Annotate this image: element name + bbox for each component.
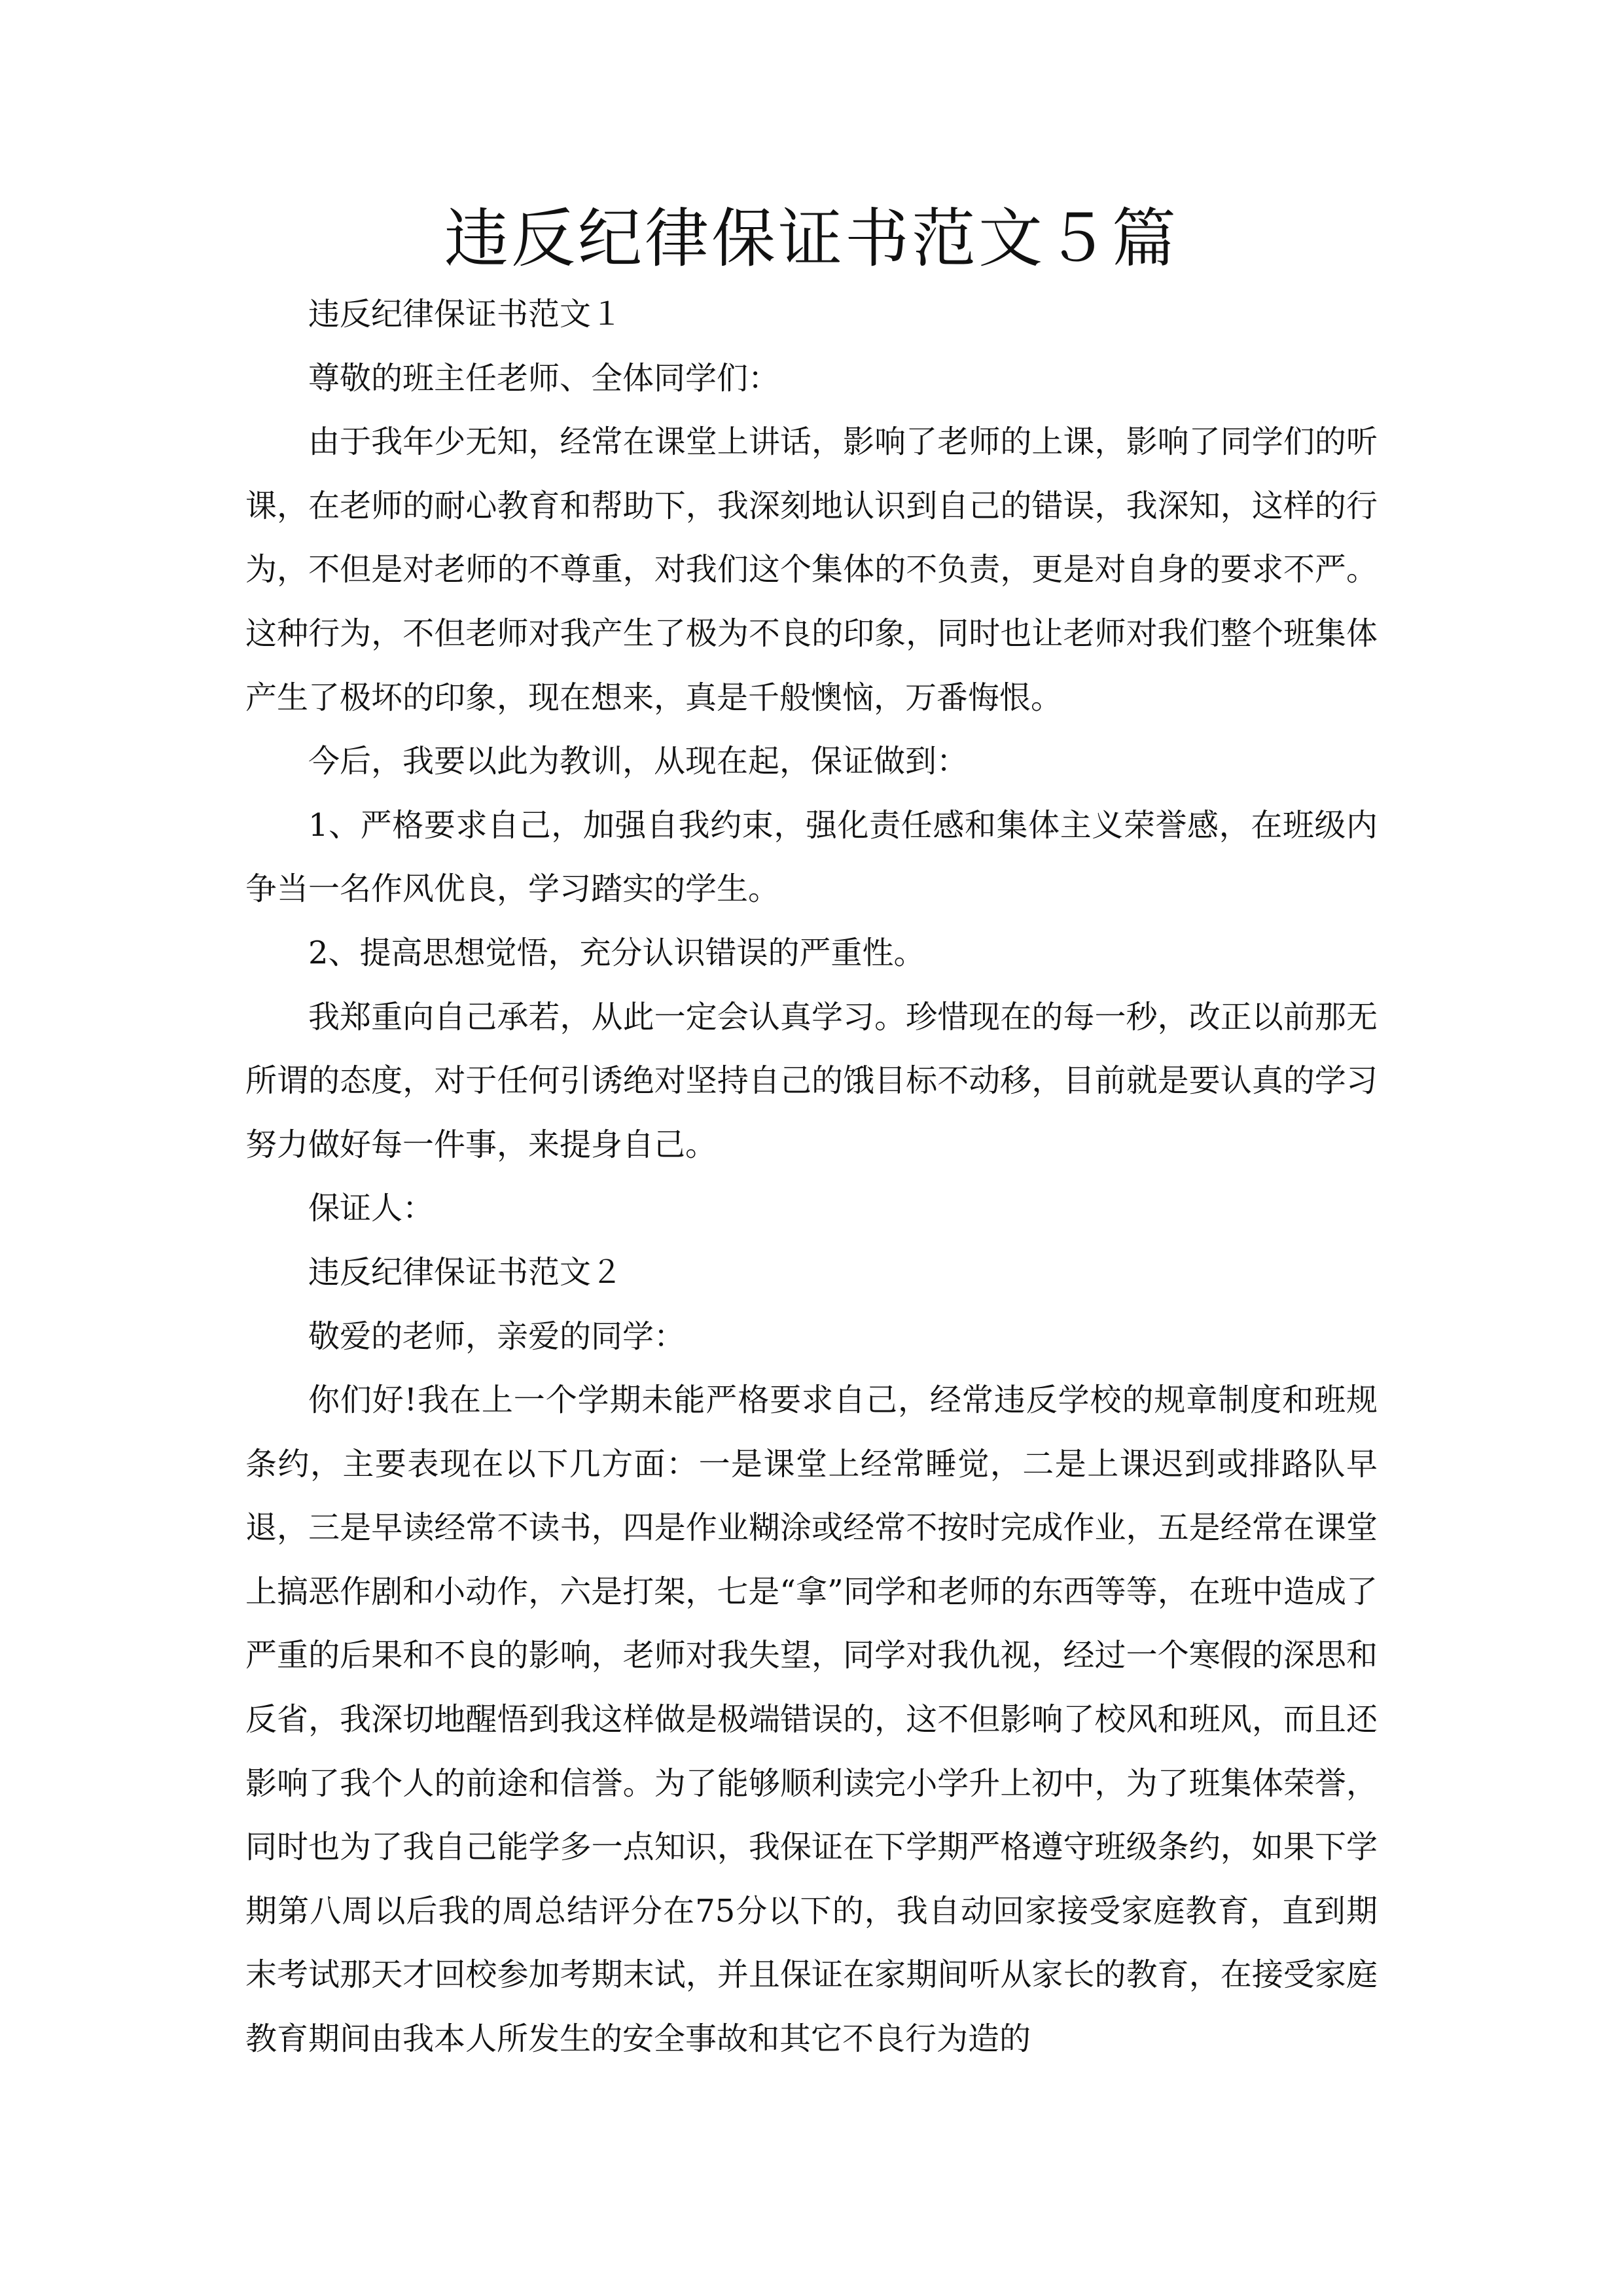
paragraph: 你们好!我在上一个学期未能严格要求自己，经常违反学校的规章制度和班规条约，主要表现在以下几方面：一是课堂上经常睡觉，二是上课迟到或排路队早退，三是早读经常不读书，四是作业糊涂或经常不按时完成作业，五是经常在课堂上搞恶作剧和小动作，六是打架，七是“拿”同学和老师的东西等等，在班中造成了严重的后果和不良的影响，老师对我失望，同学对我仇视，经过一个寒假的深思和反省，我深切地醒悟到我这样做是极端错误的，这不但影响了校风和班风，而且还影响了我个人的前途和信誉。为了能够顺利读完小学升上初中，为了班集体荣誉，同时也为了我自己能学多一点知识，我保证在下学期严格遵守班级条约，如果下学期第八周以后我的周总结评分在75分以下的，我自动回家接受家庭教育，直到期末考试那天才回校参加考期末试，并且保证在家期间听从家长的教育，在接受家庭教育期间由我本人所发生的安全事故和其它不良行为造的 bbox=[245, 1382, 1378, 2058]
paragraph: 今后，我要以此为教训，从现在起，保证做到： bbox=[308, 743, 969, 780]
document-body bbox=[245, 283, 1378, 2072]
salutation-2: 敬爱的老师，亲爱的同学： bbox=[308, 1318, 686, 1355]
paragraph: 我郑重向自己承若，从此一定会认真学习。珍惜现在的每一秒，改正以前那无所谓的态度，对于任何引诱绝对坚持自己的饿目标不动移，目前就是要认真的学习努力做好每一件事，来提身自己。 bbox=[245, 998, 1378, 1163]
paragraph: 由于我年少无知，经常在课堂上讲话，影响了老师的上课，影响了同学们的听课，在老师的耐心教育和帮助下，我深刻地认识到自己的错误，我深知，这样的行为，不但是对老师的不尊重，对我们这个集体的不负责，更是对自身的要求不严。这种行为，不但老师对我产生了极为不良的印象，同时也让老师对我们整个班集体产生了极坏的印象，现在想来，真是千般懊恼，万番悔恨。 bbox=[245, 423, 1378, 716]
signature-line: 保证人： bbox=[308, 1190, 435, 1227]
section-heading-2: 违反纪律保证书范文２ bbox=[308, 1253, 623, 1291]
list-item: 2、提高思想觉悟，充分认识错误的严重性。 bbox=[308, 934, 925, 971]
salutation-1: 尊敬的班主任老师、全体同学们： bbox=[308, 359, 780, 397]
document-title: 违反纪律保证书范文５篇 bbox=[444, 202, 1179, 276]
section-heading-1: 违反纪律保证书范文１ bbox=[308, 296, 623, 332]
list-item: 1、严格要求自己，加强自我约束，强化责任感和集体主义荣誉感，在班级内争当一名作风优良，学习踏实的学生。 bbox=[245, 806, 1378, 908]
